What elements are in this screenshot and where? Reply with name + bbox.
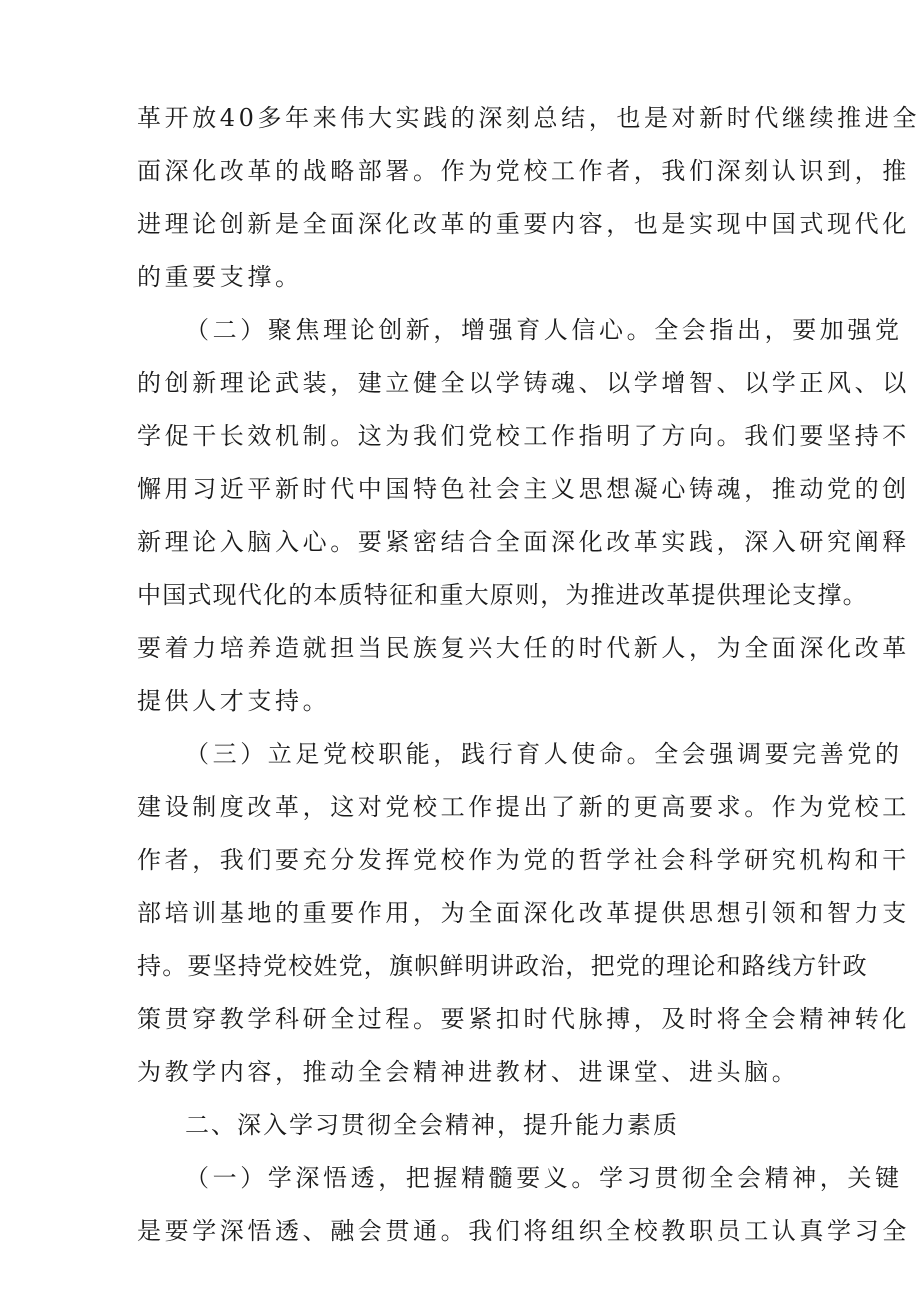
text-line: 面深化改革的战略部署。作为党校工作者，我们深刻认识到，推 bbox=[137, 157, 910, 185]
paragraph-heading-1: （一）学深悟透，把握精髓要义。学习贯彻全会精神，关键 bbox=[185, 1164, 903, 1192]
text-line: 要着力培养造就担当民族复兴大任的时代新人，为全面深化改革 bbox=[137, 634, 910, 662]
text-line: 的创新理论武装，建立健全以学铸魂、以学增智、以学正风、以 bbox=[137, 369, 910, 397]
text-line: 是要学深悟透、融会贯通。我们将组织全校教职员工认真学习全 bbox=[137, 1217, 910, 1245]
text-line: 提供人才支持。 bbox=[137, 687, 331, 715]
text-line: 懈用习近平新时代中国特色社会主义思想凝心铸魂，推动党的创 bbox=[137, 475, 910, 503]
text-line: 持。要坚持党校姓党，旗帜鲜明讲政治，把党的理论和路线方针政 bbox=[137, 952, 868, 980]
text-line: 学促干长效机制。这为我们党校工作指明了方向。我们要坚持不 bbox=[137, 422, 910, 450]
paragraph-heading-3: （三）立足党校职能，践行育人使命。全会强调要完善党的 bbox=[185, 740, 903, 768]
text-line: 的重要支撑。 bbox=[137, 263, 303, 291]
text-line: 进理论创新是全面深化改革的重要内容，也是实现中国式现代化 bbox=[137, 210, 910, 238]
text-line: 策贯穿教学科研全过程。要紧扣时代脉搏，及时将全会精神转化 bbox=[137, 1005, 910, 1033]
text-line: 中国式现代化的本质特征和重大原则，为推进改革提供理论支撑。 bbox=[137, 581, 868, 609]
text-line: 为教学内容，推动全会精神进教材、进课堂、进头脑。 bbox=[137, 1058, 800, 1086]
paragraph-heading-2: （二）聚焦理论创新，增强育人信心。全会指出，要加强党 bbox=[185, 316, 903, 344]
text-line: 新理论入脑入心。要紧密结合全面深化改革实践，深入研究阐释 bbox=[137, 528, 910, 556]
text-line: 部培训基地的重要作用，为全面深化改革提供思想引领和智力支 bbox=[137, 899, 910, 927]
text-line: 作者，我们要充分发挥党校作为党的哲学社会科学研究机构和干 bbox=[137, 846, 910, 874]
text-line: 革开放40多年来伟大实践的深刻总结，也是对新时代继续推进全 bbox=[137, 104, 920, 132]
text-line: 建设制度改革，这对党校工作提出了新的更高要求。作为党校工 bbox=[137, 793, 910, 821]
section-heading: 二、深入学习贯彻全会精神，提升能力素质 bbox=[185, 1111, 679, 1139]
